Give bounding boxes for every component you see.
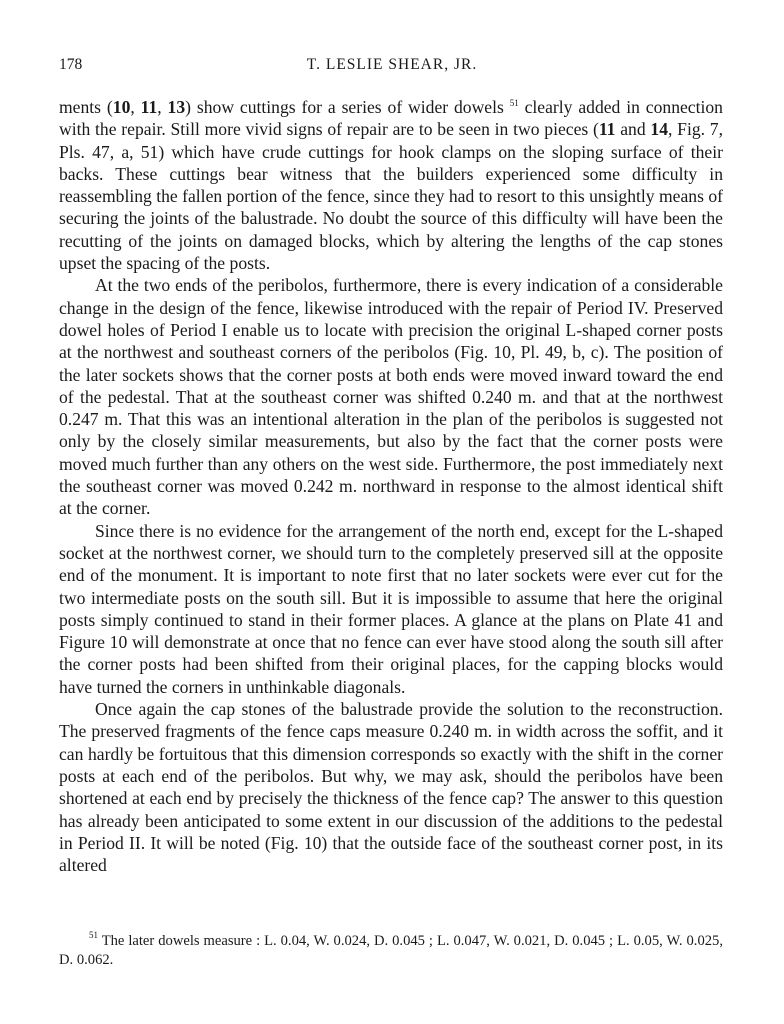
page-header	[59, 56, 725, 80]
paragraph-1: ments (10, 11, 13) show cuttings for a series of wider dowels $^{51}$ clearly added in connection with the repair. Still more vivid signs of repair are to be seen in two pieces (11 and 14, Fig. 7, Pls. 47, a, 51) which have crude cuttings for hook clamps on the sloping surface of their backs. These cuttings bear witness that the builders experienced some difficulty in reassembling the fallen portion of the fence, since they had to resort to this unsightly means of securing the joints of the balustrade. No doubt the source of this difficulty will have been the recutting of the joints on damaged blocks, which by altering the lengths of the cap stones upset the spacing of the posts.	[59, 97, 724, 274]
footnotes	[59, 932, 723, 970]
page-number: 178	[59, 56, 83, 73]
paragraph-2: At the two ends of the peribolos, furthermore, there is every indication of a considerable change in the design of the fence, likewise introduced with the repair of Period IV. Preserved dowel holes of Period I enable us to locate with precision the original L-shaped corner posts at the northwest and southeast corners of the peribolos (Fig. 10, Pl. 49, b, c). The position of the later sockets shows that the corner posts at both ends were moved inward toward the end of the pedestal. That at the southeast corner was shifted 0.240 m. and that at the northwest 0.247 m. That this was an intentional alteration in the plan of the peribolos is suggested not only by the closely similar measurements, but also by the fact that the corner posts were moved much further than any others on the west side. Furthermore, the post immediately next the southeast corner was moved 0.242 m. northward in response to the almost identical shift at the corner.	[59, 275, 723, 519]
body-text	[59, 96, 723, 876]
paragraph-4: Once again the cap stones of the balustrade provide the solution to the reconstruction. The preserved fragments of the fence caps measure 0.240 m. in width across the soffit, and it can hardly be fortuitous that this dimension corresponds so exactly with the shift in the corner posts at each end of the peribolos. But why, we may ask, should the peribolos have been shortened at each end by precisely the thickness of the fence cap? The answer to this question has already been anticipated to some extent in our discussion of the additions to the pedestal in Period II. It will be noted (Fig. 10) that the outside face of the southeast corner post, in its altered	[59, 699, 723, 876]
running-head: T. LESLIE SHEAR, JR.	[306, 56, 478, 73]
paragraph-3: Since there is no evidence for the arrangement of the north end, except for the L-shaped socket at the northwest corner, we should turn to the completely preserved sill at the opposite end of the monument. It is important to note first that no later sockets were ever cut for the two intermediate posts on the south sill. But it is impossible to assume that here the original posts simply continued to stand in their former places. A glance at the plans on Plate 41 and Figure 10 will demonstrate at once that no fence can ever have stood along the south sill after the corner posts had been shifted from their original places, for the capping blocks would have turned the corners in unthinkable diagonals.	[59, 520, 723, 697]
footnote-51: $^{51}$ The later dowels measure : L. 0.04, W. 0.024, D. 0.045 ; L. 0.047, W. 0.021, D. 0.045 ; L. 0.05, W. 0.025, D. 0.062.	[59, 930, 723, 968]
